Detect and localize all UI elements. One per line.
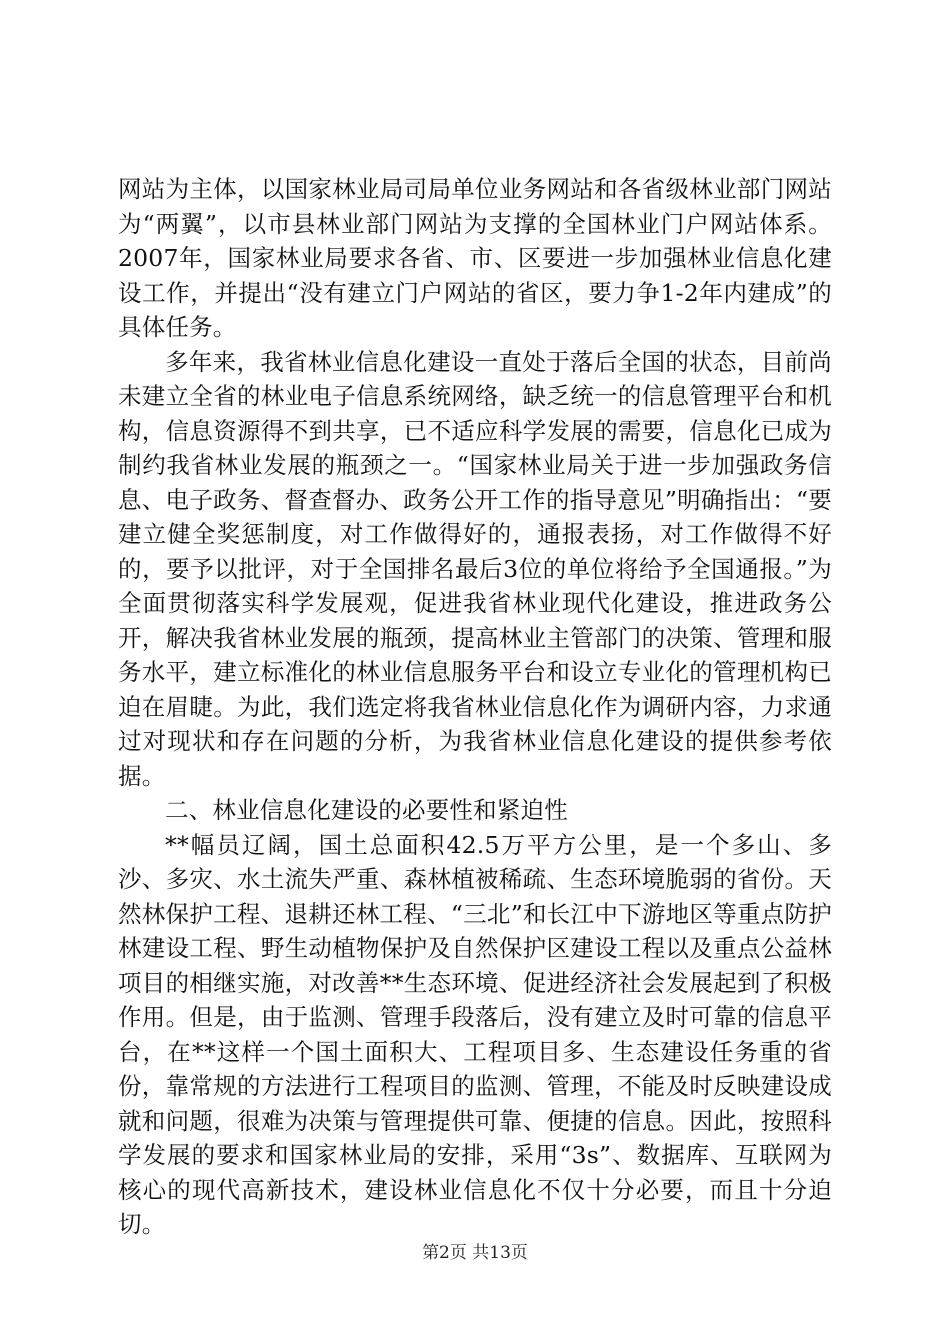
paragraph-necessity: **幅员辽阔，国土总面积42.5万平方公里，是一个多山、多沙、多灾、水土流失严重、森林植被稀疏、生态环境脆弱的省份。天然林保护工程、退耕还林工程、“三北”和长江中下游地区等重点防护林建设工程、野生动植物保护及自然保护区建设工程以及重点公益林项目的相继实施，对改善**生态环境、促进经济社会发展起到了积极作用。但是，由于监测、管理手段落后，没有建立及时可靠的信息平台，在**这样一个国土面积大、工程项目多、生态建设任务重的省份，靠常规的方法进行工程项目的监测、管理，不能及时反映建设成就和问题，很难为决策与管理提供可靠、便捷的信息。因此，按照科学发展的要求和国家林业局的安排，采用“3s”、数据库、互联网为核心的现代高新技术，建设林业信息化不仅十分必要，而且十分迫切。 [118,830,832,1238]
page-number-footer: 第2页 共13页 [422,1243,528,1263]
paragraph-continuation: 网站为主体，以国家林业局司局单位业务网站和各省级林业部门网站为“两翼”，以市县林业部门网站为支撑的全国林业门户网站体系。2007年，国家林业局要求各省、市、区要进一步加强林业信息化建设工作，并提出“没有建立门户网站的省区，要力争1-2年内建成”的具体任务。 [118,175,832,341]
paragraph-current-status: 多年来，我省林业信息化建设一直处于落后全国的状态，目前尚未建立全省的林业电子信息系统网络，缺乏统一的信息管理平台和机构，信息资源得不到共享，已不适应科学发展的需要，信息化已成为制约我省林业发展的瓶颈之一。“国家林业局关于进一步加强政务信息、电子政务、督查督办、政务公开工作的指导意见”明确指出：“要建立健全奖惩制度，对工作做得好的，通报表扬，对工作做得不好的，要予以批评，对于全国排名最后3位的单位将给予全国通报。”为全面贯彻落实科学发展观，促进我省林业现代化建设，推进政务公开，解决我省林业发展的瓶颈，提高林业主管部门的决策、管理和服务水平，建立标准化的林业信息服务平台和设立专业化的管理机构已迫在眉睫。为此，我们选定将我省林业信息化作为调研内容，力求通过对现状和存在问题的分析，为我省林业信息化建设的提供参考依据。 [118,347,832,790]
document-body [118,172,832,1242]
section-heading: 二、林业信息化建设的必要性和紧迫性 [165,796,568,824]
